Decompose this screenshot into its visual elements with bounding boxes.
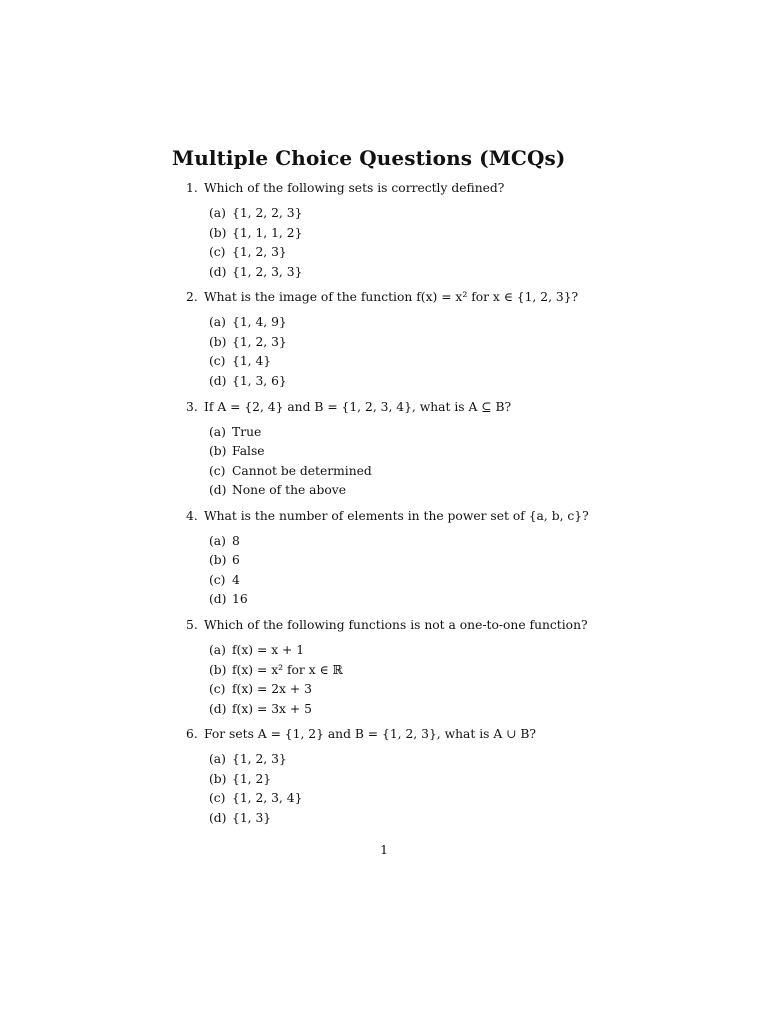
option-text: {1, 1, 1, 2}	[232, 225, 303, 240]
question-line	[186, 398, 606, 417]
option-item	[209, 571, 606, 591]
question-number: 6.	[186, 727, 198, 742]
option-text: None of the above	[232, 483, 347, 498]
question-3	[186, 398, 606, 501]
option-item	[209, 313, 606, 333]
option-label: (c)	[209, 682, 226, 697]
option-label: (b)	[209, 553, 227, 568]
option-item	[209, 204, 606, 224]
option-label: (d)	[209, 264, 227, 279]
page-number: 1	[380, 843, 388, 857]
option-text: f(x) = x + 1	[232, 643, 305, 658]
option-item	[209, 750, 606, 770]
option-text: f(x) = 2x + 3	[232, 682, 312, 697]
option-text: 6	[232, 553, 240, 568]
option-text: True	[232, 424, 262, 439]
option-label: (d)	[209, 701, 227, 716]
question-4	[186, 507, 606, 610]
option-text: 16	[232, 592, 248, 607]
question-line	[186, 616, 606, 635]
option-label: (b)	[209, 662, 227, 677]
option-text: {1, 2, 3}	[232, 245, 287, 259]
option-list	[209, 204, 606, 282]
question-number: 3.	[186, 399, 198, 414]
option-item	[209, 423, 606, 443]
question-text: Which of the following sets is correctly defined?	[204, 181, 505, 195]
option-text: {1, 3}	[232, 810, 272, 825]
option-item	[209, 590, 606, 610]
option-text: 8	[232, 533, 240, 548]
option-item	[209, 224, 606, 244]
option-label: (c)	[209, 572, 226, 587]
option-item	[209, 770, 606, 790]
option-list	[209, 532, 606, 610]
question-text: What is the number of elements in the power set of {a, b, c}?	[204, 508, 589, 523]
option-label: (c)	[209, 791, 226, 806]
question-line	[186, 507, 606, 526]
option-text: {1, 4, 9}	[232, 315, 287, 330]
option-text: f(x) = x² for x ∈ ℝ	[232, 662, 343, 677]
option-label: (b)	[209, 771, 227, 786]
option-text: {1, 3, 6}	[232, 373, 287, 388]
option-item	[209, 661, 606, 681]
option-item	[209, 462, 606, 482]
option-list	[209, 313, 606, 391]
option-item	[209, 680, 606, 700]
question-text: Which of the following functions is not a one-to-one function?	[204, 618, 588, 633]
option-label: (b)	[209, 444, 227, 459]
option-text: f(x) = 3x + 5	[232, 701, 312, 716]
option-item	[209, 809, 606, 829]
option-text: {1, 2, 2, 3}	[232, 206, 303, 220]
option-text: {1, 2}	[232, 771, 272, 786]
option-item	[209, 442, 606, 462]
option-item	[209, 243, 606, 263]
option-text: 4	[232, 572, 240, 587]
option-label: (c)	[209, 354, 226, 369]
question-text: What is the image of the function f(x) = x² for x ∈ {1, 2, 3}?	[204, 290, 579, 305]
option-item	[209, 263, 606, 283]
option-text: {1, 4}	[232, 354, 272, 369]
question-text: For sets A = {1, 2} and B = {1, 2, 3}, what is A ∪ B?	[204, 727, 536, 742]
question-6	[186, 725, 606, 828]
question-line	[186, 725, 606, 744]
option-label: (b)	[209, 334, 227, 349]
question-number: 5.	[186, 618, 198, 633]
option-label: (d)	[209, 810, 227, 825]
option-text: {1, 2, 3}	[232, 752, 287, 767]
option-item	[209, 532, 606, 552]
option-item	[209, 700, 606, 720]
option-item	[209, 789, 606, 809]
question-2	[186, 288, 606, 391]
option-item	[209, 333, 606, 353]
option-label: (a)	[209, 752, 226, 767]
option-label: (b)	[209, 225, 227, 240]
option-label: (a)	[209, 315, 226, 330]
question-line	[186, 179, 606, 198]
option-item	[209, 551, 606, 571]
option-label: (a)	[209, 643, 226, 658]
option-list	[209, 750, 606, 828]
question-number: 1.	[186, 181, 198, 195]
question-number: 2.	[186, 290, 198, 305]
option-label: (c)	[209, 245, 226, 259]
question-text: If A = {2, 4} and B = {1, 2, 3, 4}, what is A ⊆ B?	[204, 399, 512, 414]
question-list	[186, 179, 606, 828]
option-list	[209, 423, 606, 501]
option-text: {1, 2, 3}	[232, 334, 287, 349]
option-label: (a)	[209, 533, 226, 548]
option-label: (a)	[209, 206, 226, 220]
option-text: False	[232, 444, 265, 459]
option-item	[209, 481, 606, 501]
question-line	[186, 288, 606, 307]
option-label: (d)	[209, 592, 227, 607]
option-item	[209, 372, 606, 392]
question-number: 4.	[186, 508, 198, 523]
question-5	[186, 616, 606, 719]
option-item	[209, 641, 606, 661]
option-label: (a)	[209, 424, 226, 439]
option-label: (d)	[209, 483, 227, 498]
page-title: Multiple Choice Questions (MCQs)	[172, 146, 566, 170]
option-item	[209, 352, 606, 372]
option-label: (d)	[209, 373, 227, 388]
option-label: (c)	[209, 463, 226, 478]
question-1	[186, 179, 606, 282]
option-list	[209, 641, 606, 719]
option-text: {1, 2, 3, 3}	[232, 264, 303, 279]
option-text: {1, 2, 3, 4}	[232, 791, 303, 806]
option-text: Cannot be determined	[232, 463, 372, 478]
